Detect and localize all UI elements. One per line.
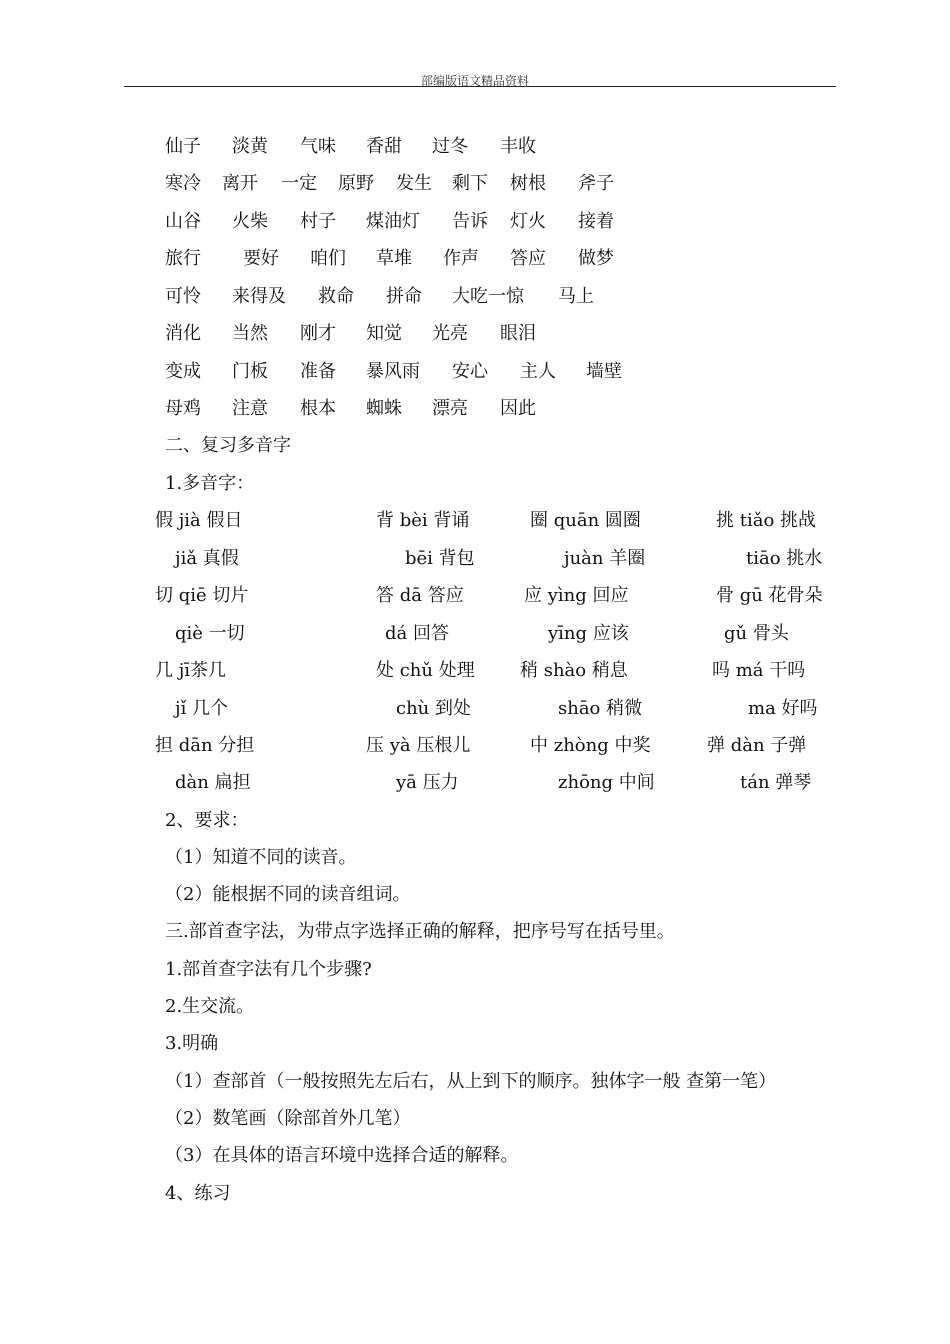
polyphonic-row: [0, 581, 950, 611]
vocabulary-word: 当然: [232, 323, 268, 344]
vocabulary-word: 知觉: [366, 323, 402, 344]
vocabulary-word: 离开: [222, 173, 258, 194]
vocabulary-word: 大吃一惊: [452, 286, 524, 307]
section3-item: 3.明确: [165, 1033, 219, 1054]
polyphonic-entry: juàn 羊圈: [564, 548, 646, 569]
vocabulary-word: 暴风雨: [366, 361, 420, 382]
vocabulary-row: [0, 357, 950, 387]
vocabulary-word: 告诉: [452, 211, 488, 232]
section3-item: 1.部首查字法有几个步骤?: [165, 959, 372, 980]
vocabulary-word: 要好: [243, 248, 279, 269]
vocabulary-row: [0, 132, 950, 162]
polyphonic-entry: ma 好吗: [748, 698, 818, 719]
vocabulary-word: 淡黄: [232, 136, 268, 157]
requirement-item: （2）能根据不同的读音组词。: [165, 884, 411, 905]
polyphonic-entry: chù 到处: [396, 698, 471, 719]
polyphonic-entry: 稍 shào 稍息: [520, 660, 628, 681]
vocabulary-word: 救命: [318, 286, 354, 307]
polyphonic-entry: yīng 应该: [548, 623, 629, 644]
vocabulary-word: 主人: [520, 361, 556, 382]
vocabulary-row: [0, 282, 950, 312]
vocabulary-word: 咱们: [310, 248, 346, 269]
requirement-item: （1）知道不同的读音。: [165, 847, 357, 868]
vocabulary-word: 村子: [300, 211, 336, 232]
polyphonic-entry: 几 jī茶几: [155, 660, 227, 681]
polyphonic-entry: dàn 扁担: [175, 772, 251, 793]
polyphonic-entry: tiāo 挑水: [746, 548, 823, 569]
vocabulary-word: 火柴: [232, 211, 268, 232]
polyphonic-entry: 中 zhòng 中奖: [530, 735, 651, 756]
vocabulary-word: 树根: [510, 173, 546, 194]
vocabulary-word: 刚才: [300, 323, 336, 344]
polyphonic-entry: yā 压力: [396, 772, 459, 793]
practice-title: 4、练习: [165, 1183, 231, 1204]
vocabulary-word: 仙子: [165, 136, 201, 157]
vocabulary-row: [0, 207, 950, 237]
polyphonic-entry: 骨 gū 花骨朵: [716, 585, 823, 606]
vocabulary-word: 过冬: [432, 136, 468, 157]
polyphonic-entry: qiè 一切: [175, 623, 245, 644]
vocabulary-row: [0, 319, 950, 349]
step-item: （3）在具体的语言环境中选择合适的解释。: [165, 1145, 519, 1166]
vocabulary-word: 旅行: [165, 248, 201, 269]
polyphonic-entry: jiǎ 真假: [175, 548, 239, 569]
polyphonic-entry: 背 bèi 背诵: [376, 510, 470, 531]
vocabulary-word: 一定: [281, 173, 317, 194]
polyphonic-row: [0, 768, 950, 798]
polyphonic-entry: 担 dān 分担: [155, 735, 255, 756]
polyphonic-entry: dá 回答: [385, 623, 449, 644]
polyphonic-entry: 处 chǔ 处理: [376, 660, 475, 681]
section3-title: 三.部首查字法，为带点字选择正确的解释，把序号写在括号里。: [165, 921, 675, 942]
polyphonic-entry: bēi 背包: [405, 548, 475, 569]
vocabulary-word: 斧子: [578, 173, 614, 194]
page-header: 部编版语文精品资料: [420, 74, 529, 88]
polyphonic-entry: 挑 tiǎo 挑战: [716, 510, 817, 531]
polyphonic-entry: zhōng 中间: [558, 772, 655, 793]
vocabulary-word: 门板: [232, 361, 268, 382]
vocabulary-word: 墙壁: [586, 361, 622, 382]
vocabulary-word: 眼泪: [500, 323, 536, 344]
vocabulary-word: 剩下: [452, 173, 488, 194]
polyphonic-row: [0, 656, 950, 686]
polyphonic-entry: tán 弹琴: [740, 772, 812, 793]
polyphonic-entry: gǔ 骨头: [724, 623, 789, 644]
step-item: （2）数笔画（除部首外几笔）: [165, 1108, 411, 1129]
vocabulary-word: 根本: [300, 398, 336, 419]
polyphonic-entry: shāo 稍微: [558, 698, 643, 719]
vocabulary-row: [0, 244, 950, 274]
vocabulary-word: 接着: [578, 211, 614, 232]
polyphonic-entry: 压 yà 压根儿: [366, 735, 471, 756]
section3-item: 2.生交流。: [165, 996, 255, 1017]
vocabulary-word: 山谷: [165, 211, 201, 232]
vocabulary-word: 变成: [165, 361, 201, 382]
polyphonic-row: [0, 506, 950, 536]
polyphonic-entry: 假 jià 假日: [155, 510, 243, 531]
step-item: （1）查部首（一般按照先左后右，从上到下的顺序。独体字一般 查第一笔）: [165, 1071, 777, 1092]
vocabulary-word: 草堆: [376, 248, 412, 269]
polyphonic-row: [0, 694, 950, 724]
vocabulary-word: 拼命: [386, 286, 422, 307]
vocabulary-word: 原野: [338, 173, 374, 194]
vocabulary-word: 光亮: [432, 323, 468, 344]
vocabulary-word: 作声: [443, 248, 479, 269]
vocabulary-word: 准备: [300, 361, 336, 382]
vocabulary-word: 可怜: [165, 286, 201, 307]
polyphonic-entry: jǐ 几个: [175, 698, 229, 719]
polyphonic-entry: 应 yìng 回应: [524, 585, 629, 606]
vocabulary-word: 来得及: [232, 286, 286, 307]
polyphonic-entry: 切 qiē 切片: [155, 585, 249, 606]
polyphonic-title: 1.多音字：: [165, 473, 255, 494]
vocabulary-word: 母鸡: [165, 398, 201, 419]
vocabulary-row: [0, 394, 950, 424]
header-rule: [124, 86, 836, 87]
polyphonic-row: [0, 619, 950, 649]
vocabulary-word: 煤油灯: [366, 211, 420, 232]
polyphonic-entry: 圈 quān 圆圈: [530, 510, 641, 531]
vocabulary-word: 丰收: [500, 136, 536, 157]
vocabulary-row: [0, 169, 950, 199]
vocabulary-word: 灯火: [510, 211, 546, 232]
vocabulary-word: 寒冷: [165, 173, 201, 194]
vocabulary-word: 气味: [300, 136, 336, 157]
polyphonic-row: [0, 731, 950, 761]
vocabulary-word: 发生: [396, 173, 432, 194]
polyphonic-entry: 弹 dàn 子弹: [707, 735, 807, 756]
vocabulary-word: 消化: [165, 323, 201, 344]
vocabulary-word: 因此: [500, 398, 536, 419]
vocabulary-word: 马上: [558, 286, 594, 307]
requirements-title: 2、要求：: [165, 810, 249, 831]
vocabulary-word: 漂亮: [432, 398, 468, 419]
vocabulary-word: 安心: [452, 361, 488, 382]
vocabulary-word: 蜘蛛: [366, 398, 402, 419]
polyphonic-entry: 答 dā 答应: [376, 585, 464, 606]
polyphonic-row: [0, 544, 950, 574]
polyphonic-entry: 吗 má 干吗: [712, 660, 806, 681]
vocabulary-word: 答应: [510, 248, 546, 269]
vocabulary-word: 香甜: [366, 136, 402, 157]
section2-title: 二、复习多音字: [165, 435, 291, 456]
vocabulary-word: 做梦: [578, 248, 614, 269]
vocabulary-word: 注意: [232, 398, 268, 419]
